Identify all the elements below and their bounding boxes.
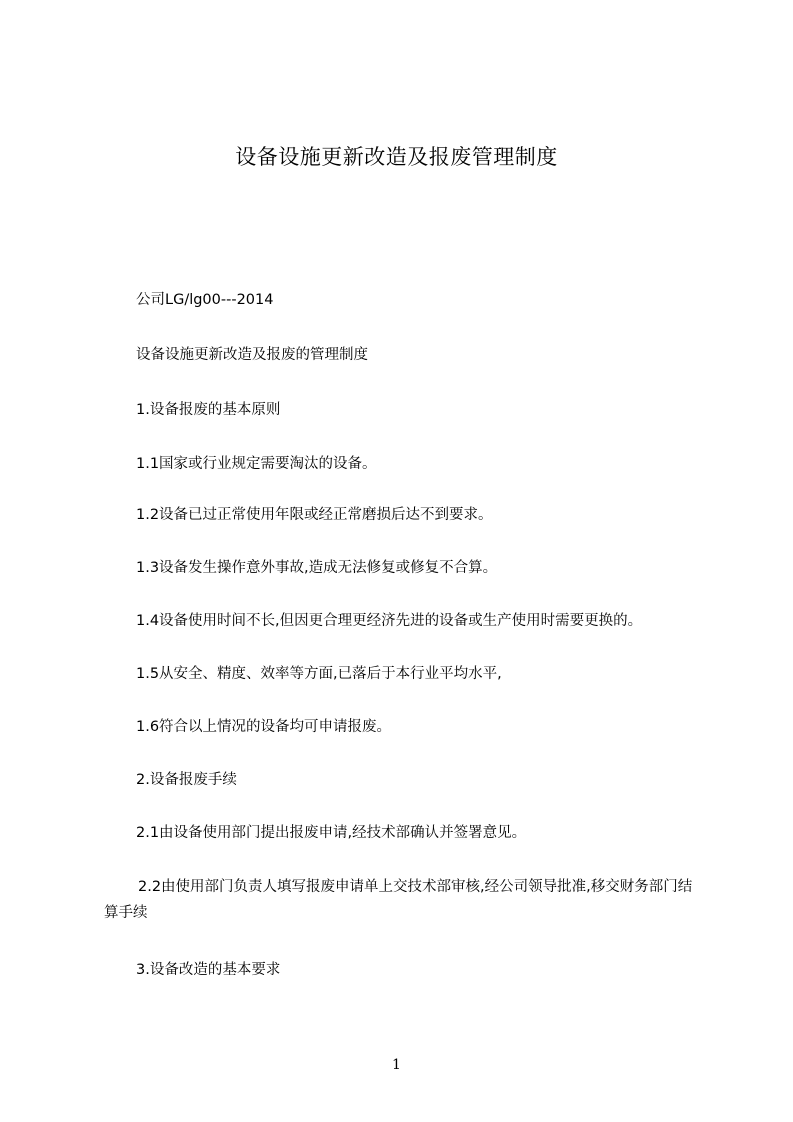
paragraph-1-6: 1.6符合以上情况的设备均可申请报废。 [136,719,392,735]
paragraph-1-2: 1.2设备已过正常使用年限或经正常磨损后达不到要求。 [136,507,493,523]
paragraph-2-1: 2.1由设备使用部门提出报废申请,经技术部确认并签署意见。 [136,825,527,841]
page-number: 1 [392,1057,401,1073]
document-code: 公司LG/lg00---2014 [136,292,274,308]
paragraph-1-4: 1.4设备使用时间不长,但因更合理更经济先进的设备或生产使用时需要更换的。 [136,613,643,629]
document-title: 设备设施更新改造及报废管理制度 [235,145,558,169]
paragraph-1-5: 1.5从安全、精度、效率等方面,已落后于本行业平均水平, [136,666,502,682]
section-heading-3: 3.设备改造的基本要求 [136,962,281,978]
paragraph-1-1: 1.1国家或行业规定需要淘汰的设备。 [136,456,377,472]
section-heading-1: 1.设备报废的基本原则 [136,402,281,418]
document-subtitle: 设备设施更新改造及报废的管理制度 [136,347,368,363]
paragraph-2-2: 2.2由使用部门负责人填写报废申请单上交技术部审核,经公司领导批准,移交财务部门结算手续 [104,879,693,921]
paragraph-1-3: 1.3设备发生操作意外事故,造成无法修复或修复不合算。 [136,560,498,576]
section-heading-2: 2.设备报废手续 [136,772,237,788]
